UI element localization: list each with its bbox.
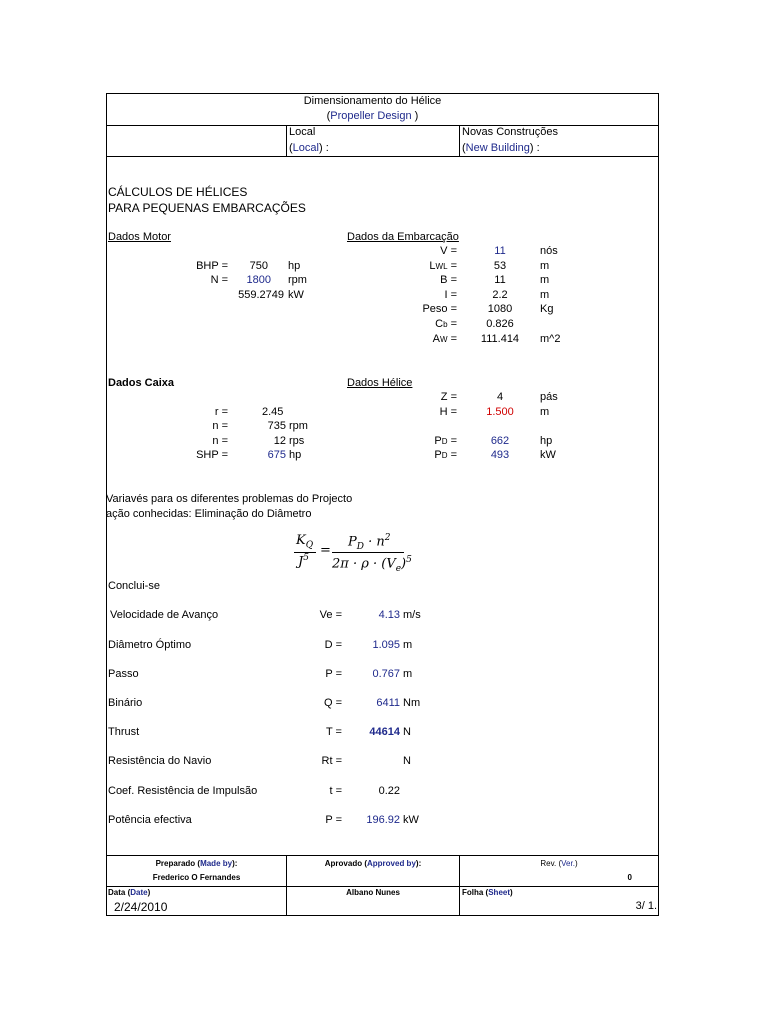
motor-value-n: 1800 (246, 274, 271, 286)
footer-bottom-border (106, 915, 659, 916)
intro-line-2: PARA PEQUENAS EMBARCAÇÕES (108, 201, 306, 215)
vessel-label-v: V = (440, 245, 457, 257)
result-unit-thrust: N (403, 726, 411, 738)
result-label-pitch: Passo (108, 668, 139, 680)
date-label: Data (Date) (108, 888, 151, 897)
gearbox-label-n-rps: n = (212, 435, 228, 447)
result-symbol-torque: Q = (323, 697, 342, 709)
vessel-label-lwl: LWL = (429, 260, 457, 272)
result-symbol-pitch: P = (325, 668, 342, 680)
formula-rhs-numerator: $P_D \cdot n^2$ (348, 533, 391, 552)
formula-equals: = (320, 543, 331, 558)
prepared-by-name: Frederico O Fernandes (152, 873, 241, 882)
local-label: Local (289, 126, 316, 138)
result-unit-torque: Nm (403, 697, 421, 709)
gearbox-unit-shp: hp (289, 449, 302, 461)
date-value: 2/24/2010 (114, 900, 168, 914)
vessel-unit-peso: Kg (540, 303, 554, 315)
vessel-value-aw: 111.414 (480, 333, 520, 345)
result-label-effective-power: Potência efectiva (108, 814, 192, 826)
vessel-label-b: B = (440, 274, 457, 286)
propeller-unit-z: pás (540, 391, 558, 403)
result-unit-effective-power: kW (403, 814, 419, 826)
prepared-by-label: Preparado (Made by): (155, 859, 238, 868)
gearbox-label-r: r = (214, 406, 228, 418)
vessel-unit-lwl: m (540, 260, 550, 272)
new-building-sub-label: (New Building) : (462, 142, 540, 154)
propeller-value-pd-hp: 662 (490, 435, 510, 447)
gearbox-unit-n-rps: rps (289, 435, 305, 447)
gearbox-value-r: 2.45 (262, 406, 284, 418)
revision-label: Rev. (Ver.) (540, 859, 578, 868)
vessel-value-b: 11 (494, 274, 506, 286)
gearbox-value-shp: 675 (267, 449, 286, 461)
result-label-ship-resistance: Resistência do Navio (108, 755, 212, 767)
revision-value: 0 (627, 873, 632, 882)
result-value-optimal-diameter: 1.095 (372, 639, 400, 651)
result-value-thrust-deduction: 0.22 (378, 785, 400, 797)
result-value-thrust: 44614 (369, 726, 400, 738)
propeller-unit-pd-hp: hp (540, 435, 553, 447)
result-label-torque: Binário (108, 697, 143, 709)
result-value-effective-power: 196.92 (366, 814, 400, 826)
vessel-label-aw: AW = (432, 333, 457, 345)
gearbox-heading: Dados Caixa (108, 377, 175, 389)
vessel-label-peso: Peso = (422, 303, 457, 315)
propeller-label-h: H = (439, 406, 457, 418)
conclusion-heading: Conclui-se (108, 580, 160, 592)
propeller-value-h: 1.500 (486, 406, 514, 418)
vessel-value-i: 2.2 (492, 289, 508, 301)
result-symbol-optimal-diameter: D = (324, 639, 342, 651)
local-sub-label: (Local) : (289, 142, 329, 154)
result-label-optimal-diameter: Diâmetro Óptimo (108, 639, 192, 651)
vessel-unit-i: m (540, 289, 550, 301)
result-symbol-ship-resistance: Rt = (321, 755, 342, 767)
propeller-label-pd-hp: PD = (434, 435, 457, 447)
result-value-torque: 6411 (376, 697, 400, 709)
motor-heading: Dados Motor (108, 231, 171, 243)
result-unit-optimal-diameter: m (403, 639, 413, 651)
result-label-thrust-deduction: Coef. Resistência de Impulsão (108, 785, 258, 797)
approved-by-label: Aprovado (Approved by): (324, 859, 422, 868)
vessel-unit-v: nós (540, 245, 558, 257)
motor-value-bhp: 750 (249, 260, 268, 272)
motor-label-bhp: BHP = (196, 260, 228, 272)
vessel-unit-b: m (540, 274, 550, 286)
formula-rhs-denominator: $2\pi \cdot \rho \cdot (V_e)^5$ (332, 555, 412, 574)
result-symbol-advance-speed: Ve = (319, 609, 342, 621)
motor-unit-bhp: hp (288, 260, 301, 272)
footer-top-border (106, 855, 659, 856)
gearbox-label-shp: SHP = (196, 449, 228, 461)
result-value-pitch: 0.767 (372, 668, 400, 680)
result-value-advance-speed: 4.13 (378, 609, 400, 621)
vessel-value-lwl: 53 (493, 260, 507, 272)
result-symbol-effective-power: P = (325, 814, 342, 826)
header-col-divider-1 (286, 125, 287, 156)
intro-line-1: CÁLCULOS DE HÉLICES (108, 185, 248, 199)
new-building-label: Novas Construções (462, 126, 558, 138)
gearbox-value-n-rps: 12 (273, 435, 286, 447)
motor-unit-kw: kW (288, 289, 304, 301)
result-unit-pitch: m (403, 668, 413, 680)
gearbox-label-n-rpm: n = (212, 420, 228, 432)
gearbox-unit-n-rpm: rpm (289, 420, 308, 432)
formula-rhs-bar (332, 552, 404, 553)
header-col-divider-2 (459, 125, 460, 156)
propeller-unit-h: m (540, 406, 550, 418)
propeller-value-pd-kw: 493 (490, 449, 510, 461)
vessel-value-v: 11 (494, 245, 506, 257)
approved-by-name: Albano Nunes (346, 888, 400, 897)
header-divider (106, 125, 659, 126)
document-subtitle: (Propeller Design ) (326, 110, 419, 122)
gearbox-value-n-rpm: 735 (267, 420, 286, 432)
result-label-advance-speed: Velocidade de Avanço (110, 609, 219, 621)
header-bottom-border (106, 156, 659, 157)
result-label-thrust: Thrust (108, 726, 140, 738)
motor-label-n: N = (210, 274, 228, 286)
sheet-label: Folha (Sheet) (462, 888, 513, 897)
motor-value-kw: 559.2749 (238, 289, 284, 301)
vessel-unit-aw: m^2 (540, 333, 561, 345)
method-line-2: ação conhecidas: Eliminação do Diâmetro (106, 508, 312, 520)
vessel-heading: Dados da Embarcação (347, 231, 459, 243)
vessel-label-cb: Cb = (435, 318, 457, 330)
footer-mid-border (106, 886, 659, 887)
vessel-value-peso: 1080 (487, 303, 513, 315)
frame-right-border (658, 93, 659, 915)
propeller-label-z: Z = (440, 391, 457, 403)
propeller-unit-pd-kw: kW (540, 449, 556, 461)
result-unit-ship-resistance: N (403, 755, 411, 767)
frame-top-border (106, 93, 659, 94)
propeller-heading: Dados Hélice (347, 377, 413, 389)
vessel-label-i: I = (444, 289, 457, 301)
vessel-value-cb: 0.826 (486, 318, 514, 330)
formula-lhs-denominator: $J^5$ (298, 553, 309, 570)
result-unit-advance-speed: m/s (403, 609, 421, 621)
result-symbol-thrust-deduction: t = (329, 785, 342, 797)
formula-lhs-numerator: $K_Q$ (296, 533, 314, 551)
method-line-1: Variavés para os diferentes problemas do Projecto (106, 493, 353, 505)
document-title: Dimensionamento do Hélice (303, 95, 442, 107)
result-symbol-thrust: T = (325, 726, 342, 738)
motor-unit-n: rpm (288, 274, 307, 286)
propeller-label-pd-kw: PD = (434, 449, 457, 461)
sheet-value: 3/ 1. (635, 900, 657, 912)
propeller-value-z: 4 (496, 391, 504, 403)
